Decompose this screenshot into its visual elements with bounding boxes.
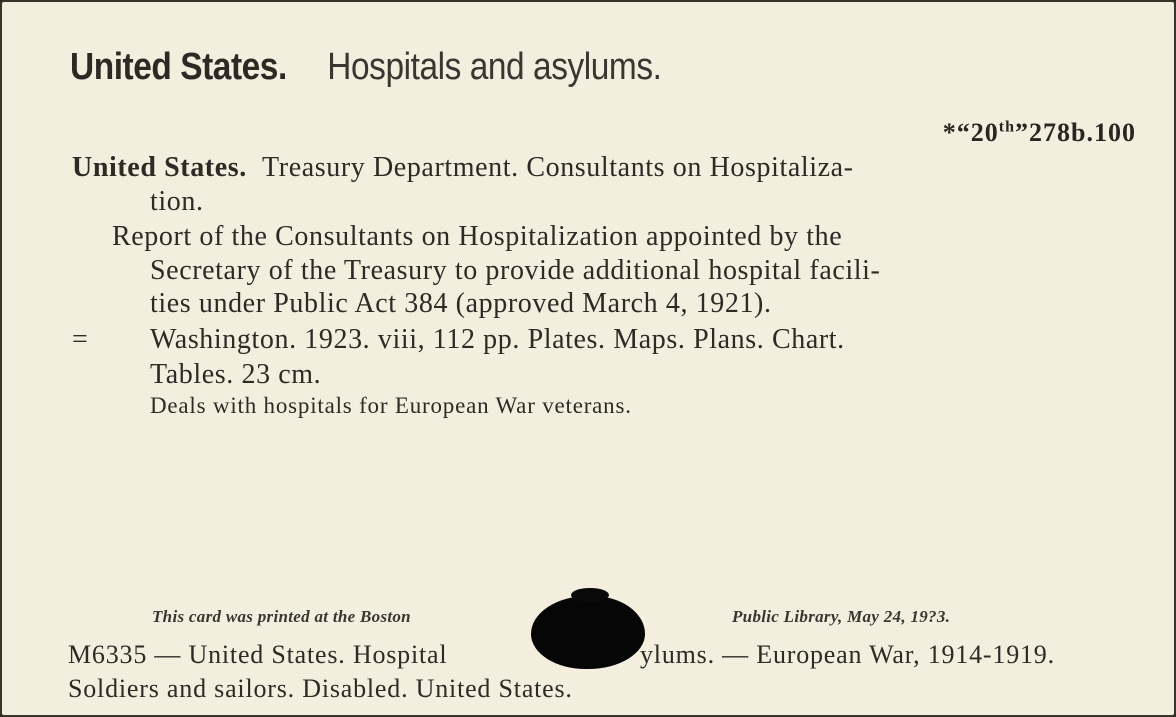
call-number-prefix: *“20 [942, 118, 999, 147]
ink-blot [531, 596, 645, 669]
tracing-line-2: Soldiers and sailors. Disabled. United States. [68, 674, 573, 703]
imprint-line-1: Washington. 1923. viii, 112 pp. Plates. Maps. Plans. Chart. [150, 324, 845, 355]
author-main: United States. [72, 152, 247, 183]
author-line [72, 152, 854, 184]
title-line-3: ties under Public Act 384 (approved March 4, 1921). [150, 288, 772, 319]
author-continuation: tion. [150, 186, 204, 217]
heading-subdivision: Hospitals and asylums. [327, 46, 662, 88]
call-number [943, 118, 1136, 148]
printed-note-right: Public Library, May 24, 19?3. [732, 607, 951, 626]
call-number-suffix: ”278b.100 [1015, 118, 1136, 147]
call-number-superscript: th [998, 118, 1016, 136]
content-note: Deals with hospitals for European War veterans. [150, 393, 632, 418]
title-line-2: Secretary of the Treasury to provide additional hospital facili- [150, 255, 881, 286]
subject-heading [70, 46, 661, 89]
printed-note-left: This card was printed at the Boston [152, 607, 411, 626]
tracing-line-1: M6335 — United States. Hospital [68, 640, 448, 669]
tracing-line-1-end: ylums. — European War, 1914-1919. [640, 640, 1055, 669]
author-subordinate: Treasury Department. Consultants on Hospitaliza- [262, 152, 854, 183]
title-line-1: Report of the Consultants on Hospitalization appointed by the [112, 221, 843, 252]
imprint-line-2: Tables. 23 cm. [150, 359, 322, 390]
equals-mark: = [72, 324, 89, 355]
heading-subject: United States. [70, 46, 287, 88]
